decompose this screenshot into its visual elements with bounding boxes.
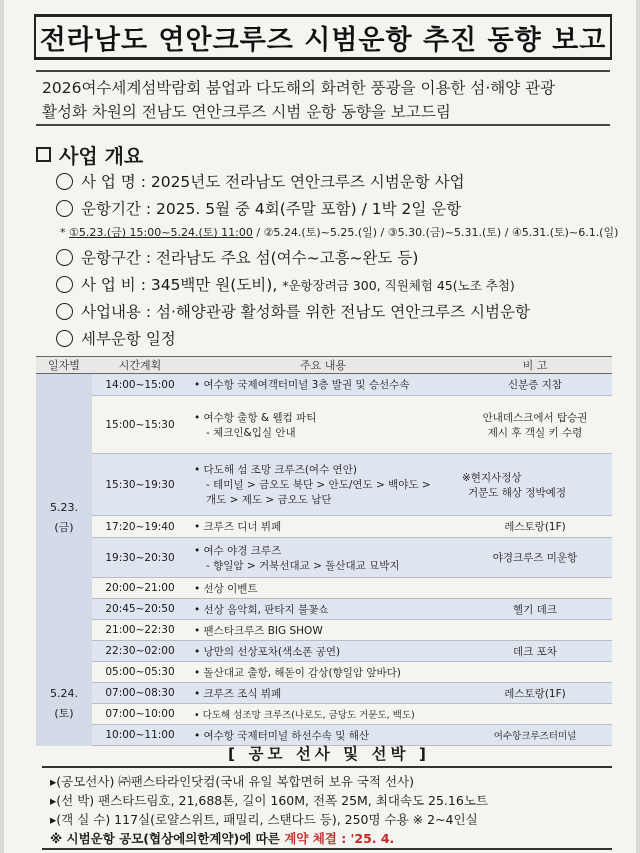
content-cell xyxy=(188,538,458,578)
remark-cell xyxy=(458,662,612,683)
time-cell: 22:30~02:00 xyxy=(92,641,188,662)
item-text: 세부운항 일정 xyxy=(81,330,176,348)
table-row xyxy=(36,704,612,725)
table-row xyxy=(36,516,612,538)
remark-cell xyxy=(458,620,612,641)
content-cell: • 여수항 국제여객터미널 3층 발권 및 승선수속 xyxy=(188,374,458,396)
item-project-name xyxy=(56,170,465,192)
weekday-text: (금) xyxy=(54,520,74,534)
circle-bullet-icon xyxy=(56,276,73,293)
item-route xyxy=(56,246,418,268)
item-text: 사 업 비 : 345백만 원(도비), xyxy=(81,276,283,294)
note-star: * xyxy=(60,226,69,239)
content-cell: • 선상 이벤트 xyxy=(188,578,458,599)
header-content: 주요 내용 xyxy=(188,357,458,374)
content-sub: - 테미널 > 금오도 북단 > 안도/연도 > 백야도 > xyxy=(206,479,431,491)
content-main: • 여수항 출항 & 웰컴 파티 xyxy=(194,411,317,424)
date-cell-day1 xyxy=(36,374,92,662)
content-cell xyxy=(188,396,458,454)
table-row xyxy=(36,662,612,683)
time-cell: 15:00~15:30 xyxy=(92,396,188,454)
document-page xyxy=(4,0,636,853)
remark-line-1: ※현지사정상 xyxy=(462,471,522,484)
table-row xyxy=(36,620,612,641)
circle-bullet-icon xyxy=(56,303,73,320)
operator-row-rooms: ▸(객 실 수) 117실(로얄스위트, 패밀리, 스탠다드 등), 250명 수용 ※ 2~4인실 xyxy=(50,812,478,827)
remark-cell: 헬기 데크 xyxy=(458,599,612,620)
time-cell: 15:30~19:30 xyxy=(92,454,188,516)
table-row xyxy=(36,396,612,454)
title-box xyxy=(34,14,612,60)
item-schedule xyxy=(56,327,176,349)
header-remark: 비 고 xyxy=(458,357,612,374)
content-sub: - 체크인&입실 안내 xyxy=(206,426,296,439)
date-text: 5.24. xyxy=(50,686,78,700)
operator-row-company: ▸(공모선사) ㈜팬스타라인닷컴(국내 유일 복합면허 보유 국적 선사) xyxy=(50,774,414,789)
operator-title: [ 공모 선사 및 선박 ] xyxy=(228,745,430,763)
item-content xyxy=(56,300,530,322)
content-cell: • 낭만의 선상포차(색소폰 공연) xyxy=(188,641,458,662)
content-sub: - 향일암 > 거북선대교 > 돌산대교 묘박지 xyxy=(206,559,400,572)
remark-cell: 레스토랑(1F) xyxy=(458,683,612,704)
content-cell: • 크루즈 디너 뷔페 xyxy=(188,516,458,538)
header-time: 시간계획 xyxy=(92,357,188,374)
content-cell: • 선상 음악회, 판타지 불꽃쇼 xyxy=(188,599,458,620)
cost-detail: *운항장려금 300, 직원체험 45(노조 추첨) xyxy=(282,278,515,293)
contract-note: ※ 시범운항 공모(협상에의한계약)에 따른 xyxy=(50,831,285,846)
content-cell: • 돌산대교 출항, 해돋이 감상(향일암 앞바다) xyxy=(188,662,458,683)
table-row xyxy=(36,578,612,599)
remark-cell: 데크 포차 xyxy=(458,641,612,662)
date-cell-day2 xyxy=(36,662,92,746)
contract-date: 계약 체결 : '25. 4. xyxy=(284,831,395,846)
content-cell: • 팬스타크루즈 BIG SHOW xyxy=(188,620,458,641)
circle-bullet-icon xyxy=(56,173,73,190)
time-cell: 17:20~19:40 xyxy=(92,516,188,538)
table-row xyxy=(36,599,612,620)
remark-line-2: 제시 후 객실 키 수령 xyxy=(487,426,583,439)
remark-cell xyxy=(458,578,612,599)
content-cell xyxy=(188,454,458,516)
remark-cell xyxy=(458,454,612,516)
time-cell: 21:00~22:30 xyxy=(92,620,188,641)
remark-cell: 레스토랑(1F) xyxy=(458,516,612,538)
remark-cell xyxy=(458,704,612,725)
table-header-row xyxy=(36,357,612,374)
section-title: 사업 개요 xyxy=(59,144,144,168)
time-cell: 05:00~05:30 xyxy=(92,662,188,683)
checkbox-square-icon xyxy=(36,147,51,162)
time-cell: 14:00~15:00 xyxy=(92,374,188,396)
remark-cell xyxy=(458,396,612,454)
content-sub-2: 개도 > 제도 > 금오도 남단 xyxy=(206,494,332,506)
remark-line-2: 거문도 해상 정박예정 xyxy=(468,486,566,499)
remark-cell: 신분증 지참 xyxy=(458,374,612,396)
table-row xyxy=(36,683,612,704)
content-cell: • 크루즈 조식 뷔페 xyxy=(188,683,458,704)
weekday-text: (토) xyxy=(54,706,74,720)
circle-bullet-icon xyxy=(56,330,73,347)
circle-bullet-icon xyxy=(56,249,73,266)
item-cost xyxy=(56,273,515,295)
time-cell: 07:00~08:30 xyxy=(92,683,188,704)
operator-row-contract xyxy=(50,829,604,848)
content-main: • 여수 야경 크루즈 xyxy=(194,544,282,557)
table-row xyxy=(36,538,612,578)
remark-line-1: 안내데스크에서 탑승권 xyxy=(482,411,588,424)
time-cell: 20:45~20:50 xyxy=(92,599,188,620)
date-text: 5.23. xyxy=(50,500,78,514)
remark-cell: 야경크루즈 미운항 xyxy=(458,538,612,578)
note-other-trips: / ②5.24.(토)~5.25.(일) / ③5.30.(금)~5.31.(토) / ④5.31.(토)~6.1.(일) xyxy=(252,226,619,239)
item-text: 사업내용 : 섬·해양관광 활성화를 위한 전남도 연안크루즈 시범운항 xyxy=(81,303,530,321)
item-period xyxy=(56,197,461,219)
item-text: 사 업 명 : 2025년도 전라남도 연안크루즈 시범운항 사업 xyxy=(81,173,465,191)
page-title: 전라남도 연안크루즈 시범운항 추진 동향 보고 xyxy=(39,24,607,56)
remark-cell: 여수항크루즈터미널 xyxy=(458,725,612,746)
circle-bullet-icon xyxy=(56,200,73,217)
schedule-table xyxy=(36,356,612,746)
content-cell: • 여수항 국제터미널 하선수속 및 해산 xyxy=(188,725,458,746)
header-date: 일자별 xyxy=(36,357,92,374)
section-heading xyxy=(36,140,143,169)
table-row xyxy=(36,374,612,396)
item-text: 운항기간 : 2025. 5월 중 4회(주말 포함) / 1박 2일 운항 xyxy=(81,200,462,218)
content-main: • 다도해 섬 조망 크루즈(여수 연안) xyxy=(194,464,357,476)
item-text: 운항구간 : 전라남도 주요 섬(여수~고흥~완도 등) xyxy=(81,249,419,267)
note-first-trip: ①5.23.(금) 15:00~5.24.(토) 11:00 xyxy=(69,226,253,239)
summary-line-2: 활성화 차원의 전남도 연안크루즈 시범 운항 동향을 보고드림 xyxy=(42,103,451,121)
time-cell: 19:30~20:30 xyxy=(92,538,188,578)
summary-line-1: 2026여수세계섬박람회 붐업과 다도해의 화려한 풍광을 이용한 섬·해양 관광 xyxy=(42,79,556,97)
table-row xyxy=(36,641,612,662)
operator-box xyxy=(42,766,612,850)
summary-box xyxy=(36,70,610,126)
table-row xyxy=(36,454,612,516)
time-cell: 07:00~10:00 xyxy=(92,704,188,725)
time-cell: 10:00~11:00 xyxy=(92,725,188,746)
operator-row-ship: ▸(선 박) 팬스타드림호, 21,688톤, 길이 160M, 전폭 25M, 최대속도 25.16노트 xyxy=(50,793,488,808)
period-note xyxy=(60,224,618,240)
time-cell: 20:00~21:00 xyxy=(92,578,188,599)
content-cell: • 다도해 섬조망 크루즈(나로도, 금당도 거문도, 백도) xyxy=(188,704,458,725)
